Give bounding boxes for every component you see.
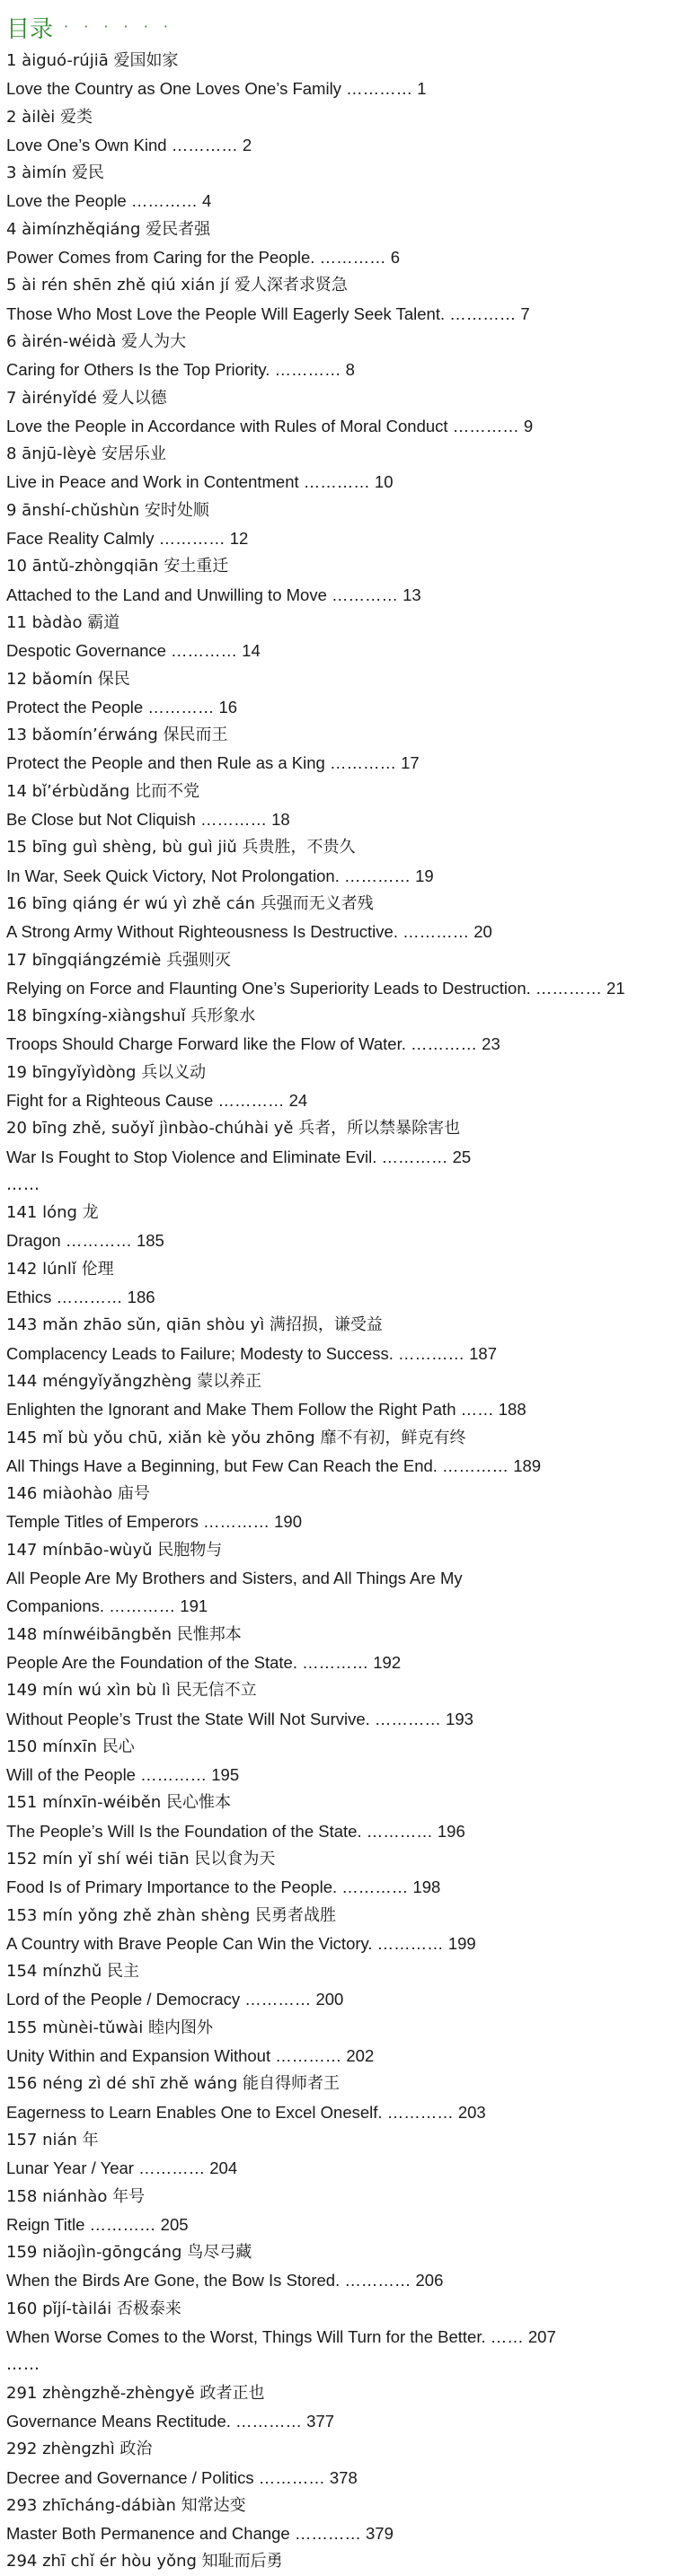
toc-entry-translation: Companions. ………… 191 [6,1596,208,1616]
toc-entry-heading: 147 mínbāo-wùyǔ 民胞物与 [6,1540,223,1560]
toc-entry-heading: 4 àimínzhěqiáng 爱民者强 [6,219,211,239]
toc-entry-heading: 155 mùnèi-tǔwài 睦内图外 [6,2018,213,2037]
toc-entry-heading: 294 zhī chǐ ér hòu yǒng 知耻而后勇 [6,2552,283,2572]
toc-entry-heading: 157 nián 年 [6,2130,99,2150]
toc-entry-heading: 6 àirén-wéidà 爱人为大 [6,331,187,351]
toc-entry-translation: When the Birds Are Gone, the Bow Is Stored. ………… 206 [6,2271,444,2290]
toc-entry-heading: 16 bīng qiáng ér wú yì zhě cán 兵强而无义者残 [6,893,374,913]
toc-entry-translation: Food Is of Primary Importance to the People. ………… 198 [6,1877,441,1897]
toc-entry-translation: A Country with Brave People Can Win the Victory. ………… 199 [6,1933,476,1953]
toc-entry-translation: Love One’s Own Kind ………… 2 [6,135,252,154]
title-dots: · · · · · · [64,18,173,35]
toc-entry-translation: The People’s Will Is the Foundation of the State. ………… 196 [6,1821,465,1841]
toc-entry-translation: Unity Within and Expansion Without ………… 202 [6,2046,375,2066]
toc-entry-heading: 3 àimín 爱民 [6,163,104,183]
toc-entry-translation: Love the Country as One Loves One’s Family ………… 1 [6,79,427,99]
toc-entry-heading: 11 bàdào 霸道 [6,612,120,632]
toc-entry-translation: Master Both Permanence and Change ………… 379 [6,2524,394,2544]
toc-entry-heading: 5 ài rén shēn zhě qiú xián jí 爱人深者求贤急 [6,276,348,295]
toc-entry-heading: 1 àiguó-rújiā 爱国如家 [6,51,179,70]
toc-entry-translation: War Is Fought to Stop Violence and Eliminate Evil. ………… 25 [6,1147,472,1166]
toc-entry-heading: 12 bǎomín 保民 [6,669,130,689]
toc-entry-heading: 160 pǐjí-tàilái 否极泰来 [6,2299,181,2318]
toc-entry-translation: Be Close but Not Cliquish ………… 18 [6,810,290,830]
toc-entry-heading: 154 mínzhǔ 民主 [6,1962,140,1982]
toc-list [6,47,684,2576]
toc-entry-heading: 291 zhèngzhě-zhèngyě 政者正也 [6,2383,265,2403]
toc-entry-heading: 149 mín wú xìn bù lì 民无信不立 [6,1681,257,1701]
toc-entry-translation: Will of the People ………… 195 [6,1765,240,1785]
toc-entry-heading: 20 bīng zhě, suǒyǐ jìnbào-chúhài yě 兵者，所以禁暴除害也 [6,1119,461,1139]
toc-entry-heading: 158 niánhào 年号 [6,2186,146,2206]
toc-entry-translation: When Worse Comes to the Worst, Things Will Turn for the Better. …… 207 [6,2327,556,2347]
toc-entry-translation: Power Comes from Caring for the People. ………… 6 [6,248,400,268]
toc-entry-heading: 292 zhèngzhì 政治 [6,2440,153,2459]
toc-entry-translation: Protect the People ………… 16 [6,697,238,717]
toc-entry-heading: 18 bīngxíng-xiàngshuǐ 兵形象水 [6,1007,256,1026]
toc-entry-translation: Love the People in Accordance with Rules of Moral Conduct ………… 9 [6,416,534,435]
toc-entry-translation: Despotic Governance ………… 14 [6,641,261,661]
toc-entry-translation: Lord of the People / Democracy ………… 200 [6,1990,344,2009]
toc-entry-translation: Face Reality Calmly ………… 12 [6,529,249,549]
toc-entry-heading: 15 bīng guì shèng, bù guì jiǔ 兵贵胜，不贵久 [6,838,356,857]
toc-entry-heading: 159 niǎojìn-gōngcáng 鸟尽弓藏 [6,2243,252,2263]
toc-entry-translation: Ethics ………… 186 [6,1288,155,1307]
toc-entry-heading: 144 méngyǐyǎngzhèng 蒙以养正 [6,1371,262,1391]
toc-header [6,11,684,47]
toc-entry-translation: People Are the Foundation of the State. ………… 192 [6,1652,402,1672]
toc-entry-heading: 146 miàohào 庙号 [6,1484,150,1504]
toc-entry-heading: 153 mín yǒng zhě zhàn shèng 民勇者战胜 [6,1905,337,1925]
toc-entry-translation: Troops Should Charge Forward like the Flow of Water. ………… 23 [6,1034,500,1054]
toc-entry-translation: Without People’s Trust the State Will Not Survive. ………… 193 [6,1709,473,1728]
toc-entry-heading: 14 bǐ’érbùdǎng 比而不党 [6,781,200,801]
toc-entry-heading: 13 bǎomín’érwáng 保民而王 [6,725,228,745]
toc-entry-translation: Attached to the Land and Unwilling to Move ………… 13 [6,585,421,604]
toc-entry-heading: 145 mǐ bù yǒu chū, xiǎn kè yǒu zhōng 靡不有初，鲜克有终 [6,1428,466,1447]
toc-entry-heading: 10 āntǔ-zhòngqiān 安土重迁 [6,557,229,576]
toc-entry-heading: 148 mínwéibāngběn 民惟邦本 [6,1624,242,1644]
toc-entry-heading: 2 àilèi 爱类 [6,107,93,127]
toc-entry-translation: Enlighten the Ignorant and Make Them Follow the Right Path …… 188 [6,1400,526,1420]
toc-entry-translation: Temple Titles of Emperors ………… 190 [6,1512,302,1532]
toc-entry-heading: 141 lóng 龙 [6,1203,99,1223]
toc-entry-heading: 9 ānshí-chǔshùn 安时处顺 [6,500,209,520]
toc-entry-heading: 17 bīngqiángzémiè 兵强则灭 [6,950,232,970]
toc-entry-translation: Reign Title ………… 205 [6,2214,189,2234]
toc-entry-translation: Relying on Force and Flaunting One’s Superiority Leads to Destruction. ………… 21 [6,978,625,998]
toc-entry-translation: A Strong Army Without Righteousness Is Destructive. ………… 20 [6,922,492,942]
toc-entry-heading: 151 mínxīn-wéiběn 民心惟本 [6,1793,232,1813]
toc-entry-translation: Complacency Leads to Failure; Modesty to Success. ………… 187 [6,1343,497,1363]
toc-ellipsis: …… [6,2355,40,2375]
toc-entry-heading: 143 mǎn zhāo sǔn, qiān shòu yì 满招损，谦受益 [6,1315,383,1335]
toc-ellipsis: …… [6,1174,40,1194]
toc-entry-heading: 293 zhīcháng-dábiàn 知常达变 [6,2495,246,2515]
toc-entry-heading: 7 àirényǐdé 爱人以德 [6,388,167,408]
toc-entry-translation: Love the People ………… 4 [6,191,212,211]
toc-entry-heading: 152 mín yǐ shí wéi tiān 民以食为天 [6,1850,276,1868]
toc-entry-translation: All People Are My Brothers and Sisters, and All Things Are My [6,1569,463,1588]
toc-entry-translation: Protect the People and then Rule as a King ………… 17 [6,753,420,773]
toc-entry-heading: 8 ānjū-lèyè 安居乐业 [6,444,167,464]
toc-entry-translation: Lunar Year / Year ………… 204 [6,2158,238,2178]
toc-entry-translation: Live in Peace and Work in Contentment ………… 10 [6,472,394,492]
toc-entry-translation: Those Who Most Love the People Will Eagerly Seek Talent. ………… 7 [6,303,530,323]
toc-entry-translation: Governance Means Rectitude. ………… 377 [6,2411,335,2431]
toc-entry-translation: Fight for a Righteous Cause ………… 24 [6,1090,308,1110]
toc-entry-translation: All Things Have a Beginning, but Few Can Reach the End. ………… 189 [6,1455,542,1475]
toc-entry-translation: Caring for Others Is the Top Priority. ………… 8 [6,360,355,380]
toc-entry-heading: 142 lúnlǐ 伦理 [6,1259,114,1279]
toc-entry-translation: Eagerness to Learn Enables One to Excel Oneself. ………… 203 [6,2102,486,2122]
toc-entry-heading: 150 mínxīn 民心 [6,1736,135,1756]
toc-entry-heading: 156 néng zì dé shī zhě wáng 能自得师者王 [6,2074,340,2094]
toc-entry-heading: 19 bīngyǐyìdòng 兵以义动 [6,1062,207,1082]
toc-title: 目录 [6,16,54,43]
toc-entry-translation: In War, Seek Quick Victory, Not Prolongation. ………… 19 [6,866,434,885]
toc-entry-translation: Dragon ………… 185 [6,1231,164,1251]
toc-entry-translation: Decree and Governance / Politics ………… 378 [6,2467,358,2487]
